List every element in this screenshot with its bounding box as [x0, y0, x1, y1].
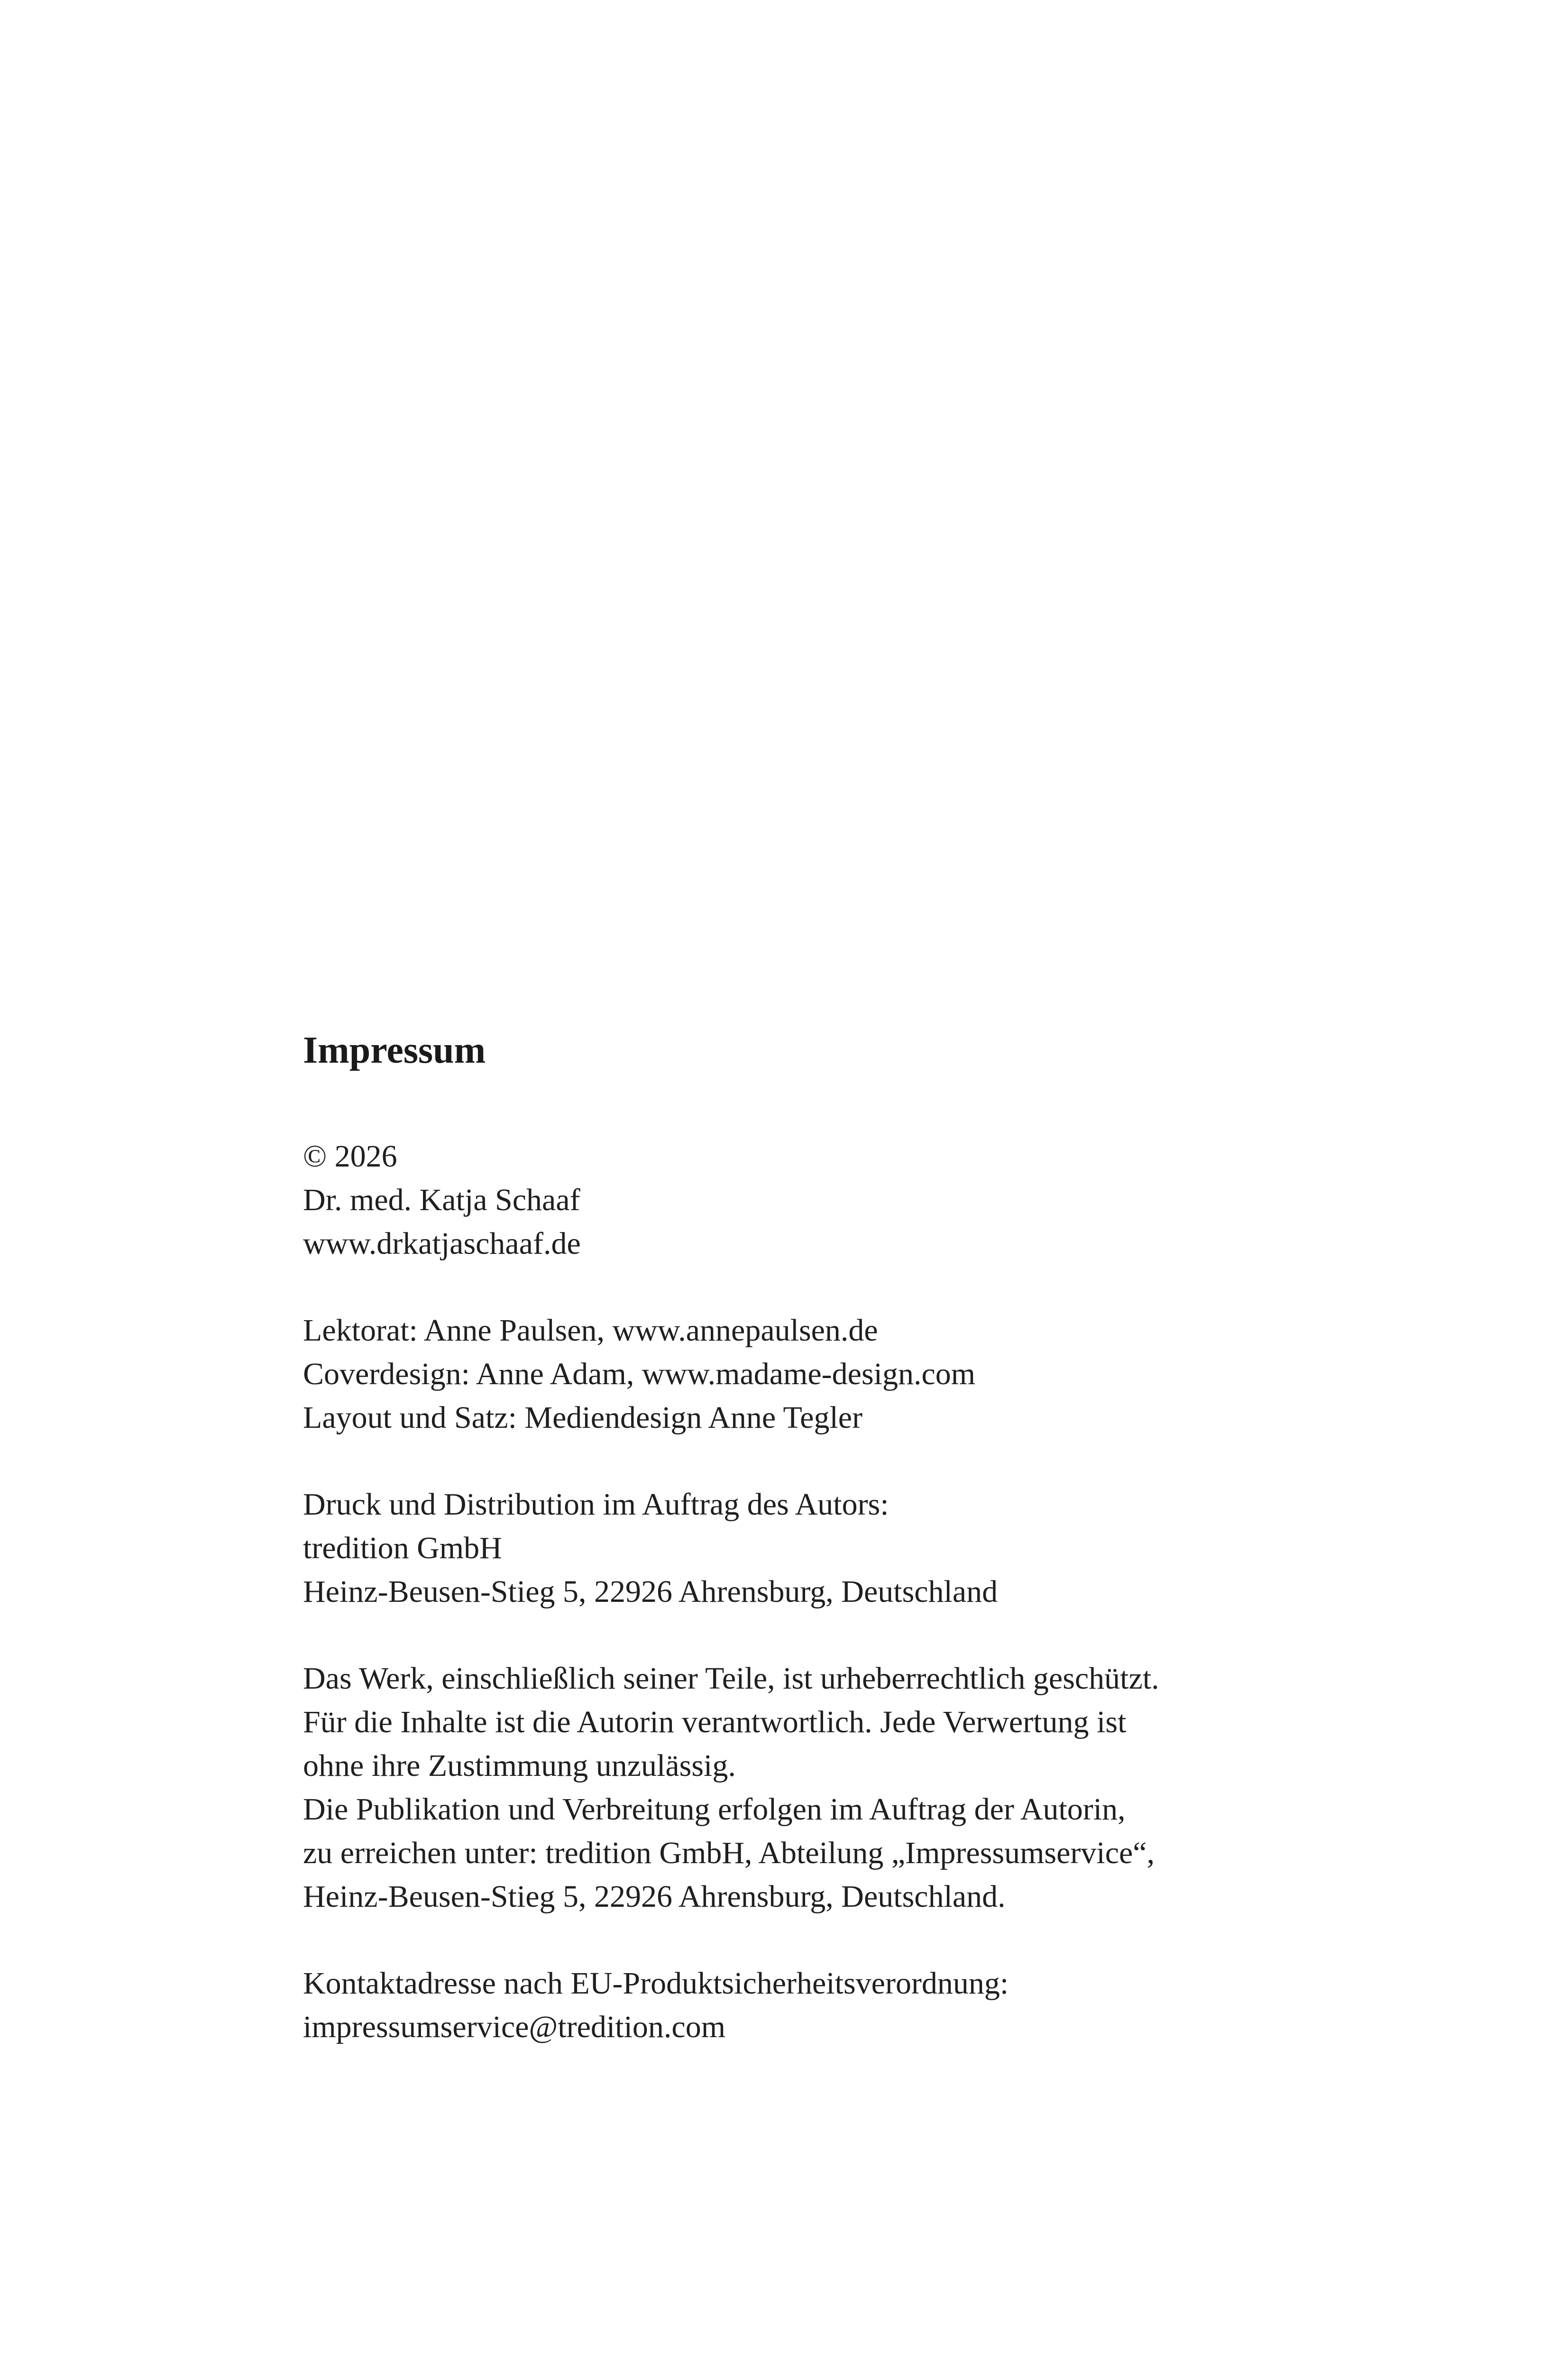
contact-block — [303, 1962, 1346, 2049]
legal-line: ohne ihre Zustimmung unzulässig. — [303, 1748, 736, 1783]
publisher-address: Heinz-Beusen-Stieg 5, 22926 Ahrensburg, Deutschland — [303, 1574, 998, 1609]
printing-block — [303, 1483, 1346, 1614]
legal-line: Die Publikation und Verbreitung erfolgen im Auftrag der Autorin, — [303, 1792, 1126, 1827]
credits-block — [303, 1309, 1346, 1440]
author-website: www.drkatjaschaaf.de — [303, 1226, 581, 1261]
printing-line: Druck und Distribution im Auftrag des Autors: — [303, 1487, 889, 1522]
legal-line: zu erreichen unter: tredition GmbH, Abteilung „Impressumservice“, — [303, 1836, 1155, 1870]
cover-design-credit: Coverdesign: Anne Adam, www.madame-design.com — [303, 1357, 976, 1391]
legal-line: Das Werk, einschließlich seiner Teile, ist urheberrechtlich geschützt. — [303, 1661, 1159, 1696]
imprint-heading: Impressum — [303, 1029, 486, 1071]
author-name: Dr. med. Katja Schaaf — [303, 1183, 580, 1217]
publisher-name: tredition GmbH — [303, 1531, 502, 1565]
layout-credit: Layout und Satz: Mediendesign Anne Tegler — [303, 1400, 863, 1435]
contact-email: impressumservice@tredition.com — [303, 2010, 726, 2044]
copyright-block — [303, 1135, 1346, 1266]
legal-block — [303, 1657, 1346, 1919]
editing-credit: Lektorat: Anne Paulsen, www.annepaulsen.de — [303, 1313, 878, 1348]
contact-label: Kontaktadresse nach EU-Produktsicherheitsverordnung: — [303, 1966, 1009, 2001]
imprint-section — [303, 1027, 1346, 2092]
copyright-year: © 2026 — [303, 1139, 397, 1174]
legal-line: Für die Inhalte ist die Autorin verantwortlich. Jede Verwertung ist — [303, 1705, 1127, 1739]
legal-line: Heinz-Beusen-Stieg 5, 22926 Ahrensburg, Deutschland. — [303, 1879, 1006, 1914]
